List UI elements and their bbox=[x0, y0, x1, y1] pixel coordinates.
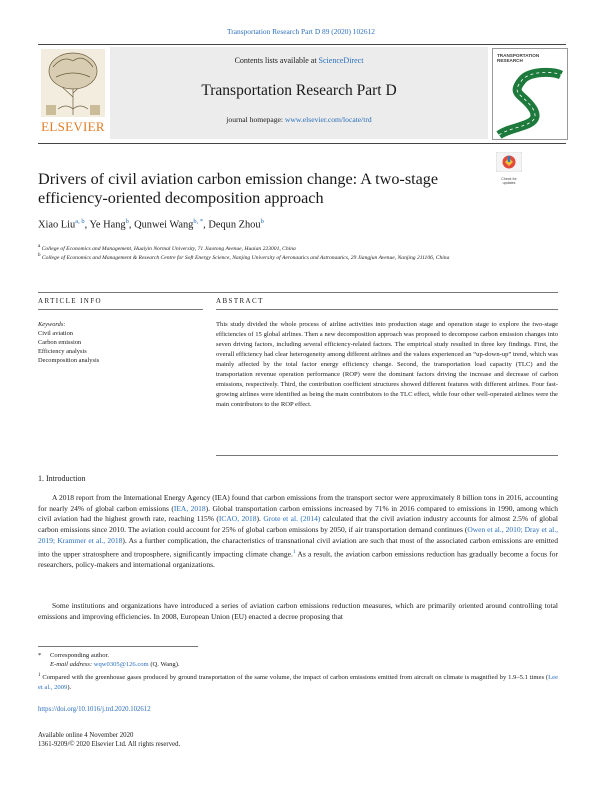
header-top-rule bbox=[38, 44, 566, 45]
crossmark-badge[interactable] bbox=[496, 152, 522, 185]
citation-link[interactable]: Grote et al. (2014) bbox=[263, 514, 321, 524]
footnote-1-text: Compared with the greenhouse gases produced by ground transportation of the same volume, the impact of carbon emissions emitted from aircraft on climate is magnified by 1.9–5.1 times ( bbox=[40, 674, 549, 682]
author-name[interactable]: Xiao Liu bbox=[38, 219, 76, 231]
author-name[interactable]: Ye Hang bbox=[89, 219, 126, 231]
text-run: As a result, the aviation carbon emissions reduction has gradually become a focus for researchers, policy-makers and international organizations. bbox=[38, 549, 558, 569]
homepage-line bbox=[110, 115, 488, 124]
affiliation-a-marker: a bbox=[38, 244, 41, 249]
cover-title-line2: RESEARCH bbox=[497, 58, 523, 64]
article-info-rule bbox=[38, 309, 203, 310]
footnote-1-marker: 1 bbox=[38, 673, 41, 678]
footnote-1 bbox=[38, 671, 558, 692]
affiliation-b-marker: b bbox=[38, 253, 41, 258]
author-affiliation-marker[interactable]: a, b bbox=[75, 218, 85, 225]
availability-info bbox=[38, 731, 180, 750]
footnote-1-end: ). bbox=[67, 683, 72, 691]
introduction-heading: 1. Introduction bbox=[38, 474, 86, 483]
text-run: ). bbox=[256, 514, 264, 524]
header-bottom-rule bbox=[38, 143, 566, 144]
author-separator: , bbox=[84, 219, 90, 231]
author-list bbox=[38, 218, 264, 230]
affiliation-b bbox=[38, 251, 558, 263]
available-online: Available online 4 November 2020 bbox=[38, 732, 134, 739]
cover-road-graphic bbox=[493, 65, 567, 139]
text-run: calculated that the civil aviation industry accounts for almost 2.5% of global carbon emissions since 2010. The aviation could account for 25% of global carbon emissions by 2050, if air transportation demand continues ( bbox=[38, 514, 559, 535]
author-affiliation-marker[interactable]: b bbox=[260, 218, 264, 225]
author-separator: , bbox=[203, 219, 209, 231]
email-label: E-mail address: bbox=[50, 661, 94, 668]
article-title: Drivers of civil aviation carbon emission change: A two-stage efficiency-oriented decomposition approach bbox=[38, 170, 439, 207]
doi-link[interactable]: https://doi.org/10.1016/j.trd.2020.102612 bbox=[38, 706, 151, 713]
homepage-link[interactable]: www.elsevier.com/locate/trd bbox=[284, 115, 372, 124]
keyword-item: Carbon emission bbox=[38, 339, 82, 346]
contents-line bbox=[110, 56, 488, 65]
abstract-text: This study divided the whole process of airline activities into production stage and operation stage to explore the two-stage efficiencies of 15 global airlines. Then a new decomposition approach was proposed to decompose carbon emission changes into seven driving factors, including several efficiency-related factors. The empirical study resulted in three key findings. First, the overall efficiency had clear heterogeneity among different airlines and the values experienced an “up-down-up” trend, which was mainly affected by the total factor energy efficiency change. Second, the transportation load capacity (TLC) and the transportation revenue operation performance (ROP) were the dominant factors driving the increase and decrease of carbon emissions, respectively. Third, the contribution coefficient structures showed different features with different airlines. Four fast-growing airlines were identified as being the main contributors to the TLC effect, while four other well-operated airlines were the main contributors to the ROP effect. bbox=[216, 321, 558, 408]
journal-cover-thumbnail[interactable] bbox=[492, 48, 568, 140]
text-run: ). Global transportation carbon emissions increased by 71% in 2016 compared to emissions in 1990, among which civil aviation had the highest growth rate, reaching 115% ( bbox=[38, 503, 559, 524]
journal-title[interactable]: Transportation Research Part D bbox=[201, 82, 397, 99]
author-affiliation-marker[interactable]: b, * bbox=[193, 218, 204, 225]
affiliation-b-text: College of Economics and Management & Research Centre for Soft Energy Science, Nanjing University of Aeronautics and Astronautics, 29 Jiangjun Avenue, Nanjing 211106, China bbox=[40, 254, 450, 261]
text-run: A 2018 report from the International Energy Agency (IEA) found that carbon emissions from the transport sector were approximately 8 billion tons in 2016, accounting for nearly 24% of global carbon emissions ( bbox=[38, 493, 558, 513]
footnote-corresponding: * Corresponding author. bbox=[38, 652, 109, 659]
introduction-paragraph-1 bbox=[38, 493, 558, 570]
footnote-email bbox=[50, 660, 558, 670]
crossmark-label: Check for updates bbox=[501, 177, 517, 185]
email-link[interactable]: wqw0305@126.com bbox=[93, 661, 149, 668]
affiliation-a-text: College of Economics and Management, Huaiyin Normal University, 71 Jiaotong Avenue, Huaian 223001, China bbox=[40, 245, 296, 252]
keyword-item: Civil aviation bbox=[38, 330, 73, 337]
email-suffix: (Q. Wang). bbox=[148, 661, 180, 668]
footnote-marker[interactable]: 1 bbox=[292, 548, 296, 555]
corresponding-author-text: Corresponding author. bbox=[50, 652, 109, 659]
citation-link[interactable]: IEA, 2018 bbox=[173, 503, 206, 513]
citation-link[interactable]: Owen et al., 2010; Dray et al., 2019; Krammer et al., 2018 bbox=[38, 525, 558, 545]
contents-prefix: Contents lists available at bbox=[234, 56, 319, 65]
keyword-item: Decomposition analysis bbox=[38, 357, 100, 364]
keywords-list bbox=[38, 329, 99, 365]
author-separator: , bbox=[128, 219, 135, 231]
homepage-prefix: journal homepage: bbox=[226, 115, 285, 124]
citation-link[interactable]: ICAO, 2018 bbox=[218, 514, 257, 524]
cover-title-line1: TRANSPORTATION bbox=[497, 53, 540, 58]
article-info-heading: ARTICLE INFO bbox=[38, 297, 103, 305]
footnote-1-citation-link[interactable]: Lee et al., 2009 bbox=[38, 674, 558, 691]
abstract-top-rule bbox=[216, 309, 558, 310]
introduction-paragraph-2: Some institutions and organizations have introduced a series of aviation carbon emissions reduction measures, which are primarily oriented around controlling total emissions and improving efficiencies. In 2008, European Union (EU) enacted a decree proposing that bbox=[38, 601, 558, 621]
abstract-heading: ABSTRACT bbox=[216, 297, 264, 305]
sciencedirect-link[interactable]: ScienceDirect bbox=[318, 56, 364, 65]
keywords-label: Keywords: bbox=[38, 321, 66, 328]
crossmark-icon bbox=[496, 152, 522, 172]
journal-citation[interactable]: Transportation Research Part D 89 (2020) 102612 bbox=[227, 27, 375, 36]
author-name[interactable]: Dequn Zhou bbox=[208, 219, 261, 231]
author-affiliation-marker[interactable]: b bbox=[125, 218, 129, 225]
abstract-bottom-rule bbox=[216, 455, 558, 456]
copyright-line: 1361-9209/© 2020 Elsevier Ltd. All rights reserved. bbox=[38, 741, 181, 749]
elsevier-wordmark: ELSEVIER bbox=[41, 119, 105, 134]
keyword-item: Efficiency analysis bbox=[38, 348, 87, 355]
footnote-rule bbox=[38, 646, 198, 647]
author-name[interactable]: Qunwei Wang bbox=[134, 219, 194, 231]
article-info-top-rule bbox=[38, 292, 558, 293]
text-run: ). As a further complication, the characteristics of transnational civil aviation are such that most of the associated carbon emissions are emitted into the upper stratosphere and troposphere, significantly impacting climate change. bbox=[38, 535, 558, 559]
